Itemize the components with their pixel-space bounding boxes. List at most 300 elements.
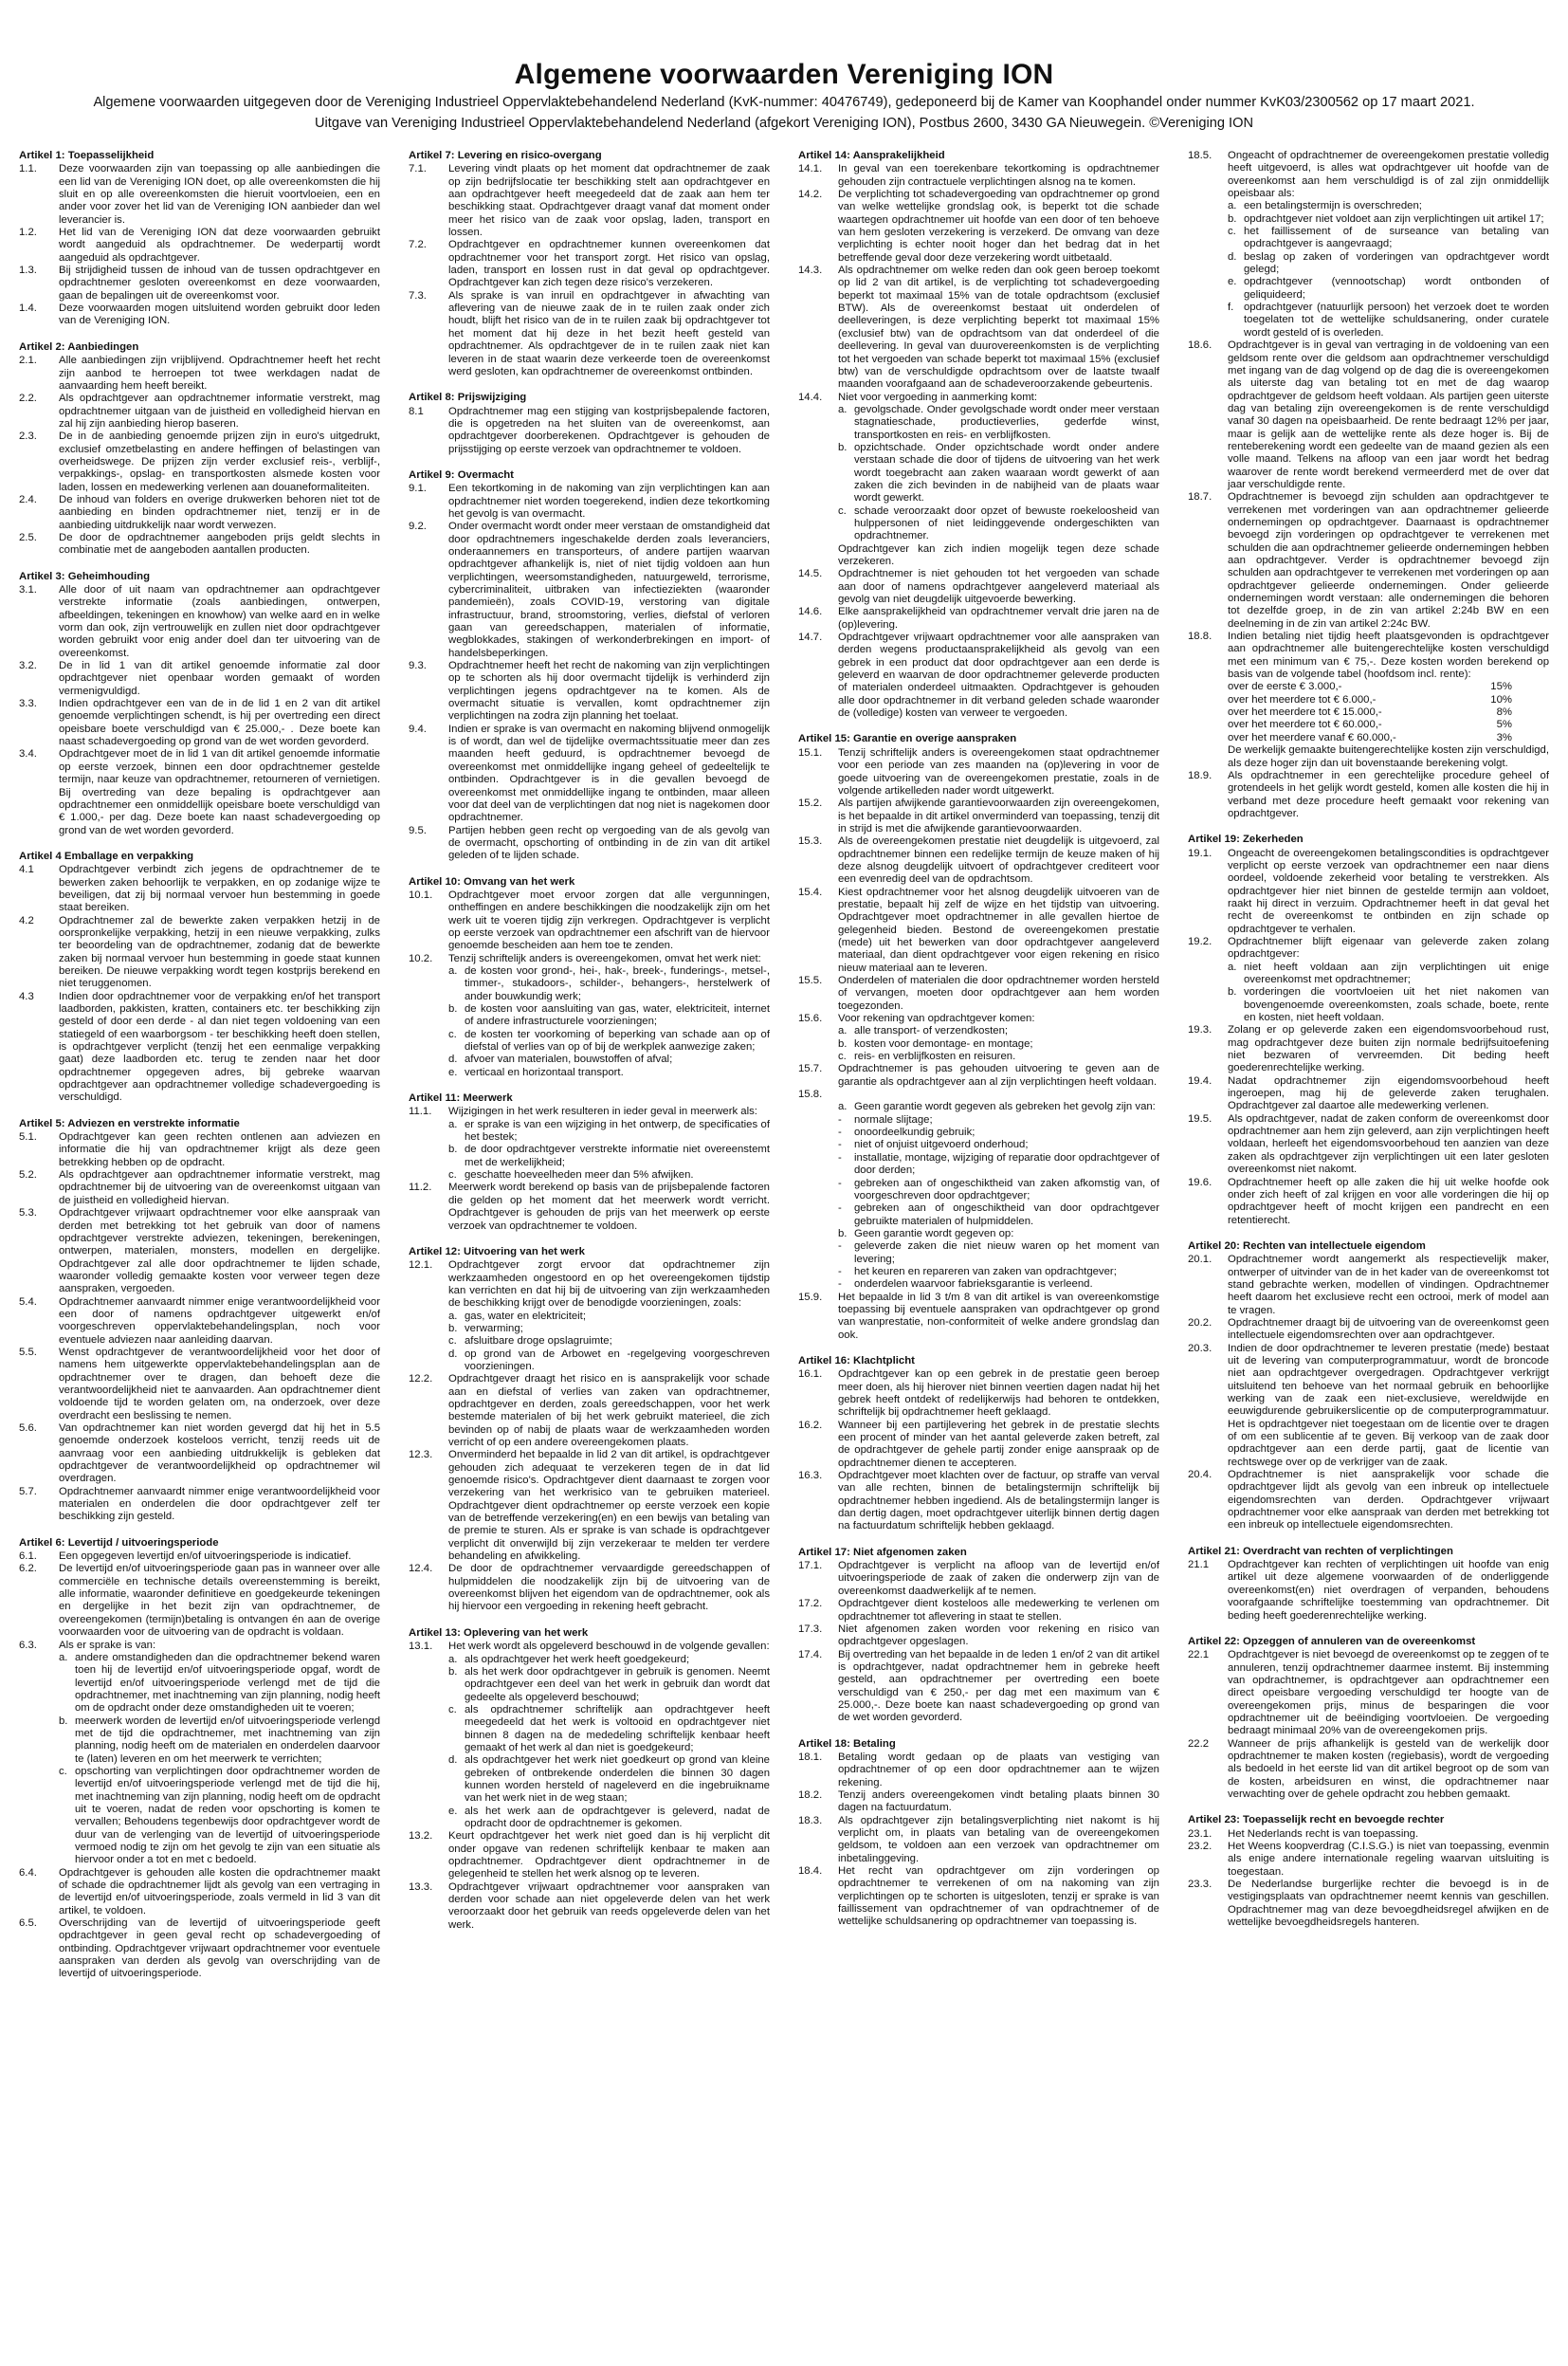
- sub-clause: [838, 1127, 1159, 1139]
- sub-clause-letter: c.: [448, 1703, 457, 1715]
- sub-clause-letter: b.: [448, 1003, 458, 1015]
- sub-clause-letter: c.: [59, 1765, 67, 1777]
- clause-number: 9.4.: [409, 723, 427, 735]
- clause-number: 19.6.: [1188, 1176, 1212, 1188]
- clause: [798, 392, 1159, 404]
- clause-number: 19.2.: [1188, 935, 1212, 947]
- sub-clause: [448, 1003, 770, 1029]
- article: [409, 876, 770, 1080]
- clause-text: Opdrachtgever dient kosteloos alle medewerking te verlenen om opdrachtnemer tot aflevering in staat te stellen.: [838, 1598, 1159, 1623]
- sub-clause-letter: -: [838, 1127, 842, 1139]
- clause-number: 18.4.: [798, 1865, 823, 1878]
- clause-number: 19.4.: [1188, 1074, 1212, 1087]
- clause: [409, 660, 770, 724]
- sub-clause: [838, 1152, 1159, 1178]
- clause: [798, 606, 1159, 632]
- table-row: [1228, 694, 1512, 706]
- clause: [409, 953, 770, 965]
- clause: [798, 835, 1159, 886]
- clause-number: 17.2.: [798, 1598, 823, 1610]
- clause-number: 20.3.: [1188, 1342, 1212, 1354]
- sub-clause-text: opdrachtgever (natuurlijk persoon) het verzoek doet te worden toegelaten tot de wettelijke schuldsanering, onder curatele wordt gesteld of is overleden.: [1244, 302, 1549, 339]
- clause-text: Overschrijding van de levertijd of uitvoeringsperiode geeft opdrachtgever in geen geval recht op schadevergoeding of ontbinding. Opdrachtgever vrijwaart opdrachtnemer voor eventuele aanspraken van derden als gevolg van overschrijding van de levertijd of uitvoeringsperiode.: [59, 1917, 380, 1980]
- sub-clause-text: vorderingen die voortvloeien uit het niet nakomen van bovengenoemde overeenkomsten, zoals schade, boete, rente en kosten, niet heeft voldaan.: [1244, 986, 1549, 1024]
- table-cell-bracket: over het meerdere tot € 6.000,-: [1228, 693, 1377, 706]
- sub-clause-text: andere omstandigheden dan die opdrachtnemer bekend waren toen hij de levertijd en/of uitvoeringsperiode opgaf, wordt de levertijd en/of uitvoeringsperiode verlengd met de tijd die opdrachtnemer, met inachtneming van zijn planning, nodig heeft om de opdracht onder deze omstandigheden uit te voeren;: [75, 1651, 380, 1715]
- clause-text: Wijzigingen in het werk resulteren in ieder geval in meerwerk als:: [448, 1106, 757, 1118]
- clause-text: Opdrachtgever is niet bevoegd de overeenkomst op te zeggen of te annuleren, tenzij opdrachtnemer daarmee instemt. Bij instemming van opdrachtnemer, is opdrachtgever aan opdrachtnemer een direct opeisbare vergoeding verschuldigd ter hoogte van de overeengekomen prijs, minus de besparingen die voor opdrachtnemer uit de beëindiging voortvloeien. De vergoeding bedraagt minimaal 20% van de overeengekomen prijs.: [1228, 1649, 1549, 1737]
- clause-number: 22.1: [1188, 1649, 1210, 1661]
- clause-number: 7.3.: [409, 289, 427, 302]
- clause-text: Elke aansprakelijkheid van opdrachtnemer vervalt drie jaren na de (op)levering.: [838, 606, 1159, 631]
- article: [409, 1627, 770, 1932]
- sub-clause-letter: c.: [448, 1028, 457, 1040]
- clause-text: Partijen hebben geen recht op vergoeding van de als gevolg van de overmacht, opschorting of ontbinding in de zin van dit artikel geleden of te lijden schade.: [448, 824, 770, 862]
- clause-text: Indien door opdrachtnemer voor de verpakking en/of het transport laadborden, pakkisten, kratten, containers etc. ter beschikking zijn gesteld of door een derde - al dan niet tegen voldoening van een statiegeld of een waarborgsom - ter beschikking heeft doen stellen, is opdrachtgever verplicht (tenzij het een eenmalige verpakking gaat) deze laadborden etc. terug te zenden naar het door opdrachtnemer opgegeven adres, bij gebreke waarvan opdrachtgever aan opdrachtnemer volledige schadevergoeding is verschuldigd.: [59, 990, 380, 1104]
- sub-clause-letter: a.: [448, 1653, 458, 1665]
- sub-clause-letter: a.: [448, 1310, 458, 1322]
- clause-number: 5.1.: [19, 1131, 37, 1144]
- clause-text: Bij overtreding van het bepaalde in de leden 1 en/of 2 van dit artikel is opdrachtgever, nadat opdrachtnemer hem in gebreke heeft gesteld, aan opdrachtnemer per overtreding een boete verschuldigd van € 250,- per dag met een maximum van € 25.000,-. Deze boete kan naast schadevergoeding op grond van de wet worden gevorderd.: [838, 1648, 1159, 1724]
- article-title: Artikel 14: Aansprakelijkheid: [798, 150, 945, 161]
- clause-number: 13.1.: [409, 1641, 433, 1653]
- clause-text: Tenzij schriftelijk anders is overeengekomen staat opdrachtnemer voor een periode van zes maanden na (op)levering in voor de goede uitvoering van de overeengekomen prestatie, zoals in de volgende artikelleden nader wordt uitgewerkt.: [838, 746, 1159, 797]
- article-title: Artikel 2: Aanbiedingen: [19, 340, 139, 353]
- clause: [1188, 1841, 1549, 1879]
- clause-number: 17.4.: [798, 1648, 823, 1660]
- sub-clause-text: geleverde zaken die niet nieuw waren op het moment van levering;: [854, 1240, 1159, 1265]
- clause-text: Opdrachtgever draagt het risico en is aansprakelijk voor schade aan en diefstal of verlies van zaken van opdrachtnemer, opdrachtgever en derden, zoals gereedschappen, voor het werk bestemde materialen of bij het werk gebruikt materieel, die zich bevinden op of nabij de plaats waar de werkzaamheden worden verricht of op een andere overeengekomen plaats.: [448, 1373, 770, 1448]
- clause-text: Opdrachtnemer wordt aangemerkt als respectievelijk maker, ontwerper of uitvinder van de in het kader van de overeenkomst tot stand gebrachte werken, modellen of vindingen. Opdrachtnemer heeft daarom het exclusieve recht een octrooi, merk of model aan te vragen.: [1228, 1254, 1549, 1316]
- sub-clause-text: niet of onjuist uitgevoerd onderhoud;: [854, 1139, 1029, 1151]
- clause-number: 14.1.: [798, 163, 823, 175]
- sub-clause: [1228, 213, 1549, 226]
- clause: [798, 1292, 1159, 1342]
- article: [19, 1118, 380, 1524]
- article: [798, 1738, 1159, 1929]
- clause: [1188, 1738, 1549, 1802]
- clause: [409, 163, 770, 239]
- clause: [19, 227, 380, 265]
- clause-number: 15.9.: [798, 1291, 823, 1303]
- clause: [1188, 339, 1549, 491]
- clause: [409, 483, 770, 521]
- sub-clause-text: gevolgschade. Onder gevolgschade wordt onder meer verstaan stagnatieschade, productieverlies, gederfde winst, transportkosten en reis- en verblijfkosten.: [854, 403, 1159, 441]
- sub-clause-letter: a.: [838, 1025, 848, 1037]
- clause: [1188, 770, 1549, 820]
- sub-clause-text: een betalingstermijn is overschreden;: [1244, 200, 1422, 212]
- sub-clause-letter: a.: [838, 1101, 848, 1113]
- sub-clause: [448, 1335, 770, 1348]
- sub-clause: [1228, 200, 1549, 212]
- clause-number: 15.1.: [798, 746, 823, 759]
- sub-clause-text: niet heeft voldaan aan zijn verplichtingen uit enige overeenkomst met opdrachtnemer;: [1244, 961, 1549, 985]
- clause: [798, 1089, 1159, 1101]
- sub-clause-letter: -: [838, 1202, 842, 1215]
- clause: [409, 1641, 770, 1653]
- table-cell-bracket: over het meerdere tot € 60.000,-: [1228, 719, 1382, 731]
- sub-clause: [838, 1051, 1159, 1063]
- clause: [798, 887, 1159, 975]
- clause-number: 19.1.: [1188, 847, 1212, 859]
- clause-text: Indien de door opdrachtnemer te leveren prestatie (mede) bestaat uit de levering van computerprogrammatuur, wordt de broncode niet aan opdrachtgever overgedragen. Opdrachtgever verkrijgt uitsluitend ten behoeve van het normaal gebruik en behoorlijke werking van de zaak een niet-exclusieve, wereldwijde en eeuwigdurende gebruikerslicentie op de computerprogrammatuur. Het is opdrachtgever niet toegestaan om de licentie over te dragen of om een sublicentie af te geven. Bij verkoop van de zaak door opdrachtgever aan een derde partij, gaat de licentie van rechtswege over op de verkrijger van de zaak.: [1228, 1342, 1549, 1468]
- clause-text: Opdrachtnemer is pas gehouden uitvoering te geven aan de garantie als opdrachtgever aan al zijn verplichtingen heeft voldaan.: [838, 1063, 1159, 1088]
- clause-number: 1.3.: [19, 265, 37, 277]
- clause-number: 1.4.: [19, 303, 37, 315]
- article-title: Artikel 3: Geheimhouding: [19, 570, 151, 582]
- clause-indent: [1188, 744, 1228, 770]
- clause-number: 13.3.: [409, 1880, 433, 1893]
- clause: [19, 393, 380, 431]
- sub-clause-text: gas, water en elektriciteit;: [465, 1310, 586, 1322]
- clause-text: Deze voorwaarden zijn van toepassing op alle aanbiedingen die een lid van de Vereniging ION doet, op alle overeenkomsten die hij sluit en op alle overeenkomsten die hieruit voortvloeien, een en ander voor zover het lid van de Vereniging ION aanbieder dan wel leverancier is.: [59, 163, 380, 226]
- clause: [1188, 848, 1549, 936]
- sub-clause-text: als het werk door opdrachtgever in gebruik is genomen. Neemt opdrachtgever een deel van het werk in gebruik dan wordt dat gedeelte als opgeleverd beschouwd;: [465, 1665, 770, 1703]
- sub-clause-text: reis- en verblijfkosten en reisuren.: [854, 1051, 1016, 1063]
- sub-clause: [448, 1806, 770, 1831]
- clause-number: 8.1: [409, 405, 424, 417]
- clause-text: Onderdelen of materialen die door opdrachtnemer worden hersteld of vervangen, moeten door opdrachtgever aan hem worden toegezonden.: [838, 975, 1159, 1012]
- sub-clause: [448, 1323, 770, 1335]
- clause: [798, 1598, 1159, 1623]
- clause-number: 17.1.: [798, 1560, 823, 1572]
- clause-number: 3.2.: [19, 660, 37, 672]
- clause-number: 2.4.: [19, 493, 37, 505]
- sub-clause: [838, 505, 1159, 543]
- clause-text: Opdrachtgever kan geen rechten ontlenen aan adviezen en informatie die hij van opdrachtnemer krijgt als deze geen betrekking hebben op de opdracht.: [59, 1131, 380, 1168]
- clause-text: Ongeacht de overeengekomen betalingscondities is opdrachtgever verplicht op eerste verzoek van opdrachtnemer een naar diens oordeel, voldoende zekerheid voor betaling te verstrekken. Als opdrachtgever hier niet binnen de gestelde termijn aan voldoet, raakt hij direct in verzuim. Opdrachtnemer heeft in dat geval het recht de overeenkomst te ontbinden en zijn schade op opdrachtgever te verhalen.: [1228, 847, 1549, 935]
- clause-text: Alle door of uit naam van opdrachtnemer aan opdrachtgever verstrekte informatie (zoals aanbiedingen, ontwerpen, afbeeldingen, tekeningen en knowhow) van welke aard en in welke vorm dan ook, zijn vertrouwelijk en zullen niet door opdrachtgever worden gebruikt voor enig ander doel dan ter uitvoering van de overeenkomst.: [59, 584, 380, 659]
- clause: [798, 1789, 1159, 1815]
- table-cell-rate: 15%: [1490, 681, 1512, 693]
- article: [1188, 1814, 1549, 1929]
- clause-text: Tenzij anders overeengekomen vindt betaling plaats binnen 30 dagen na factuurdatum.: [838, 1788, 1159, 1814]
- sub-clause: [838, 404, 1159, 442]
- clause: [798, 265, 1159, 391]
- clause-number: 7.2.: [409, 239, 427, 251]
- clause-number: 5.4.: [19, 1295, 37, 1308]
- clause-text: Opdrachtgever moet de in lid 1 van dit artikel genoemde informatie op eerste verzoek, binnen een door opdrachtnemer gestelde termijn, naar keuze van opdrachtnemer, retourneren of vernietigen. Bij overtreding van deze bepaling is opdrachtgever aan opdrachtnemer een onmiddellijk opeisbare boete verschuldigd van € 1.000,- per dag. Deze boete kan naast schadevergoeding op grond van de wet worden gevorderd.: [59, 748, 380, 836]
- sub-clause-text: als opdrachtnemer schriftelijk aan opdrachtgever heeft meegedeeld dat het werk is voltooid en opdrachtgever niet binnen 8 dagen na de mededeling schriftelijk kenbaar heeft gemaakt of het werk al dan niet is goedgekeurd;: [465, 1703, 770, 1753]
- clause: [1188, 1177, 1549, 1227]
- clause-number: 14.7.: [798, 632, 823, 644]
- clause-number: 15.4.: [798, 886, 823, 898]
- sub-clause-text: geschatte hoeveelheden meer dan 5% afwijken.: [465, 1169, 694, 1182]
- sub-clause: [59, 1652, 380, 1715]
- article-title: Artikel 21: Overdracht van rechten of verplichtingen: [1188, 1545, 1453, 1557]
- sub-clause-letter: c.: [448, 1169, 457, 1182]
- sub-clause: [448, 1754, 770, 1805]
- article: [1188, 834, 1549, 1227]
- clause-text: Ongeacht of opdrachtnemer de overeengekomen prestatie volledig heeft uitgevoerd, is alles wat opdrachtgever uit hoofde van de overeenkomst aan hem verschuldigd is of zal zijn onmiddellijk opeisbaar als:: [1228, 150, 1549, 200]
- clause-text: Opdrachtgever is verplicht na afloop van de levertijd en/of uitvoeringsperiode de zaak of zaken die onderwerp zijn van de overeenkomst daadwerkelijk af te nemen.: [838, 1560, 1159, 1597]
- clause: [798, 1013, 1159, 1025]
- clause-number: 12.1.: [409, 1259, 433, 1272]
- collection-cost-table: [1228, 681, 1512, 744]
- clause-number: 3.3.: [19, 698, 37, 710]
- sub-clause: [448, 1704, 770, 1754]
- article-title: Artikel 16: Klachtplicht: [798, 1354, 915, 1366]
- sub-clause-text: de kosten voor grond-, hei-, hak-, breek-, funderings-, metsel-, timmer-, stukadoors-, schilder-, behangers-, herstelwerk of ander bouwkundig werk;: [465, 964, 770, 1002]
- clause-text: Opdrachtgever kan zich indien mogelijk tegen deze schade verzekeren.: [838, 542, 1159, 567]
- clause-number: 15.8.: [798, 1089, 823, 1101]
- sub-clause-text: beslag op zaken of vorderingen van opdrachtgever wordt gelegd;: [1244, 250, 1549, 276]
- clause-text: Betaling wordt gedaan op de plaats van vestiging van opdrachtnemer of op een door opdrachtnemer aan te wijzen rekening.: [838, 1751, 1159, 1788]
- clause-number: 4.1: [19, 864, 34, 876]
- clause-number: 14.6.: [798, 606, 823, 618]
- table-cell-bracket: over het meerdere vanaf € 60.000,-: [1228, 731, 1396, 743]
- sub-clause-letter: a.: [1228, 200, 1237, 212]
- clause-text: Opdrachtgever zorgt ervoor dat opdrachtnemer zijn werkzaamheden ongestoord en op het overeengekomen tijdstip kan verrichten en dat hij bij de uitvoering van zijn werkzaamheden de beschikking krijgt over de benodigde voorzieningen, zoals:: [448, 1259, 770, 1310]
- sub-clause-letter: e.: [448, 1066, 458, 1078]
- clause-text: Opdrachtnemer aanvaardt nimmer enige verantwoordelijkheid voor een door of namens opdrachtgever uitgewerkt en/of voorgeschreven oppervlaktebehandelingsplan, noch voor eventuele adviezen naar aanleiding daarvan.: [59, 1295, 380, 1346]
- sub-clause: [448, 1654, 770, 1666]
- clause: [798, 1368, 1159, 1419]
- clause-number: 12.2.: [409, 1373, 433, 1385]
- clause-text: Als opdrachtnemer om welke reden dan ook geen beroep toekomt op lid 2 van dit artikel, is de verplichting tot schadevergoeding beperkt tot maximaal 15% van de totale opdrachtsom (exclusief BTW). Als de overeenkomst bestaat uit onderdelen of deelleveringen, is deze verplichting beperkt tot maximaal 15% (exclusief btw) van de opdrachtsom van dat onderdeel of die deellevering. In geval van duurovereenkomsten is de verplichting tot het vergoeden van schade beperkt tot maximaal 15% (exclusief btw) van de verschuldigde opdrachtsom over de laatste twaalf maanden voorafgaand aan de schadeveroorzakende gebeurtenis.: [838, 265, 1159, 391]
- clause: [19, 1917, 380, 1981]
- sub-clause-text: opzichtschade. Onder opzichtschade wordt onder andere verstaan schade die door of tijdens de uitvoering van het werk wordt toegebracht aan zaken waaraan wordt gewerkt of aan zaken die zich bevinden in de nabijheid van de plaats waar wordt gewerkt.: [854, 441, 1159, 504]
- sub-clause-letter: a.: [448, 1118, 458, 1130]
- clause-number: 5.2.: [19, 1169, 37, 1182]
- sub-clause-letter: c.: [838, 504, 847, 517]
- clause-number: 18.7.: [1188, 491, 1212, 504]
- clause: [1188, 1317, 1549, 1343]
- clause: [19, 1640, 380, 1652]
- clause-text: De door de opdrachtnemer vervaardigde gereedschappen of hulpmiddelen die noodzakelijk zijn bij de uitvoering van de overeenkomst blijven het eigendom van de opdrachtnemer, ook als hij hiervoor een vergoeding in rekening heeft gebracht.: [448, 1563, 770, 1613]
- sub-clause-text: als het werk aan de opdrachtgever is geleverd, nadat de opdracht door de opdrachtnemer is gekomen.: [465, 1805, 770, 1829]
- table-row: [1228, 732, 1512, 744]
- article: [798, 150, 1159, 720]
- clause: [798, 1752, 1159, 1789]
- clause-text: Opdrachtgever is gehouden alle kosten die opdrachtnemer maakt of schade die opdrachtnemer lijdt als gevolg van een vertraging in de levertijd en/of uitvoeringsperiode, zoals vermeld in lid 3 van dit artikel, te voldoen.: [59, 1866, 380, 1917]
- publisher-info: Uitgave van Vereniging Industrieel Oppervlaktebehandelend Nederland (afgekort Vereniging ION), Postbus 2600, 3430 GA Nieuwegein. ©Vereniging ION: [315, 116, 1253, 131]
- clause-text: Opdrachtgever vrijwaart opdrachtnemer voor aanspraken van derden voor schade aan niet opgeleverde delen van het werk veroorzaakt door het gebruik van reeds opgeleverde delen van het werk.: [448, 1880, 770, 1931]
- article: [1188, 1240, 1549, 1532]
- sub-clause-text: gebreken aan of ongeschiktheid van door opdrachtgever gebruikte materialen of hulpmiddelen.: [854, 1202, 1159, 1227]
- table-row: [1228, 681, 1512, 693]
- table-cell-bracket: over het meerdere tot € 15.000,-: [1228, 706, 1382, 719]
- clause-number: 16.1.: [798, 1368, 823, 1381]
- article: [1188, 1546, 1549, 1623]
- clause: [19, 163, 380, 227]
- article-title: Artikel 15: Garantie en overige aanspraken: [798, 733, 1017, 745]
- clause-text: Opdrachtgever moet ervoor zorgen dat alle vergunningen, ontheffingen en andere beschikkingen die noodzakelijk zijn om het werk uit te voeren tijdig zijn verkregen. Opdrachtgever is verplicht op eerste verzoek van opdrachtnemer een afschrift van de hiervoor genoemde bescheiden aan hem toe te zenden.: [448, 889, 770, 952]
- clause-number: 5.5.: [19, 1346, 37, 1358]
- clause: [1188, 1024, 1549, 1074]
- clause-number: 9.3.: [409, 660, 427, 672]
- clause: [798, 798, 1159, 835]
- clause-number: 14.3.: [798, 265, 823, 277]
- clause: [798, 632, 1159, 720]
- clause-number: 10.1.: [409, 889, 433, 901]
- sub-clause-text: gebreken aan of ongeschiktheid van zaken afkomstig van, of voorgeschreven door opdrachtgever;: [854, 1177, 1159, 1201]
- clause-text: Opdrachtnemer is niet aansprakelijk voor schade die opdrachtgever lijdt als gevolg van een inbreuk op intellectuele eigendomsrechten van derden. Opdrachtgever vrijwaart opdrachtnemer voor elke aanspraak van derden met betrekking tot een inbreuk op intellectuele eigendomsrechten.: [1228, 1469, 1549, 1531]
- article-title: Artikel 10: Omvang van het werk: [409, 875, 575, 888]
- clause-number: 7.1.: [409, 163, 427, 175]
- clause-number: 15.6.: [798, 1013, 823, 1025]
- table-cell-rate: 8%: [1496, 706, 1512, 719]
- clause-text: Een opgegeven levertijd en/of uitvoeringsperiode is indicatief.: [59, 1550, 352, 1563]
- clause: [19, 864, 380, 914]
- clause-text: Als de overeengekomen prestatie niet deugdelijk is uitgevoerd, zal opdrachtnemer binnen een redelijke termijn de keuze maken of hij deze alsnog deugdelijk uitvoert of opdrachtgever crediteert voor een evenredig deel van de opdrachtsom.: [838, 835, 1159, 886]
- sub-clause-text: afvoer van materialen, bouwstoffen of afval;: [465, 1054, 673, 1066]
- clause-number: 6.2.: [19, 1563, 37, 1575]
- article-title: Artikel 23: Toepasselijk recht en bevoegde rechter: [1188, 1814, 1445, 1826]
- clause-text: De verplichting tot schadevergoeding van opdrachtnemer op grond van welke wettelijke grondslag ook, is beperkt tot die schade waartegen opdrachtnemer uit hoofde van een door of ten behoeve van hem gesloten verzekering is verzekerd. De omvang van deze verplichting is echter nooit hoger dan het bedrag dat in het betreffende geval door deze verzekering wordt uitbetaald.: [838, 189, 1159, 264]
- clause-text: Alle aanbiedingen zijn vrijblijvend. Opdrachtnemer heeft het recht zijn aanbod te herroepen tot twee werkdagen nadat de aanvaarding hem heeft bereikt.: [59, 355, 380, 392]
- clause-number: 5.7.: [19, 1485, 37, 1497]
- clause: [19, 660, 380, 698]
- clause-number: 1.2.: [19, 227, 37, 239]
- clause-text: Opdrachtnemer heeft op alle zaken die hij uit welke hoofde ook onder zich heeft of zal krijgen en voor alle vorderingen die hij op opdrachtgever heeft of mocht krijgen een pandrecht en een retentierecht.: [1228, 1176, 1549, 1226]
- clause-text: Keurt opdrachtgever het werk niet goed dan is hij verplicht dit onder opgave van redenen schriftelijk kenbaar te maken aan opdrachtnemer. Opdrachtgever dient opdrachtnemer in de gelegenheid te stellen het werk alsnog op te leveren.: [448, 1830, 770, 1880]
- clause-number: 6.3.: [19, 1639, 37, 1651]
- clause-text: Wanneer bij een partijlevering het gebrek in de prestatie slechts een procent of minder van het aantal geleverde zaken betreft, zal de opdrachtgever de gehele partij zonder enige aanspraak op de opdrachtnemer dienen te accepteren.: [838, 1419, 1159, 1469]
- sub-clause: [448, 1169, 770, 1182]
- clause-text: Niet voor vergoeding in aanmerking komt:: [838, 391, 1037, 403]
- clause-number: 6.1.: [19, 1550, 37, 1563]
- column-4: [1188, 150, 1549, 2350]
- sub-clause-letter: c.: [448, 1335, 457, 1348]
- sub-clause-letter: d.: [448, 1754, 458, 1767]
- sub-clause-letter: d.: [448, 1054, 458, 1066]
- clause-number: 3.1.: [19, 584, 37, 596]
- clause-number: 15.3.: [798, 835, 823, 848]
- clause: [798, 1420, 1159, 1470]
- sub-clause-letter: e.: [1228, 276, 1237, 288]
- clause-text: Levering vindt plaats op het moment dat opdrachtnemer de zaak op zijn bedrijfslocatie ter beschikking stelt aan opdrachtgever en aan opdrachtgever heeft meegedeeld dat de zaak aan hem ter beschikking staat. Opdrachtgever draagt vanaf dat moment onder meer het risico van de zaak voor opslag, laden, transport en lossen.: [448, 163, 770, 239]
- clause: [409, 724, 770, 825]
- clause-number: 14.5.: [798, 568, 823, 580]
- clause-number: 18.1.: [798, 1751, 823, 1763]
- clause-text: De werkelijk gemaakte buitengerechtelijke kosten zijn verschuldigd, als deze hoger zijn dan uit bovenstaande berekening volgt.: [1228, 744, 1549, 769]
- sub-clause-letter: f.: [1228, 302, 1234, 314]
- clause: [798, 1560, 1159, 1598]
- clause-number: 20.2.: [1188, 1316, 1212, 1329]
- article-title: Artikel 22: Opzeggen of annuleren van de overeenkomst: [1188, 1635, 1476, 1647]
- clause-number: 9.5.: [409, 824, 427, 836]
- sub-clause-text: opdrachtgever niet voldoet aan zijn verplichtingen uit artikel 17;: [1244, 212, 1544, 225]
- clause: [798, 1865, 1159, 1929]
- sub-clause: [838, 1139, 1159, 1151]
- clause-number: 16.2.: [798, 1419, 823, 1431]
- clause: [19, 1486, 380, 1524]
- clause: [409, 1182, 770, 1232]
- article: [409, 392, 770, 456]
- clause-text: [838, 1089, 1159, 1101]
- sub-clause-text: er sprake is van een wijziging in het ontwerp, de specificaties of het bestek;: [465, 1118, 770, 1144]
- clause-text: Opdrachtnemer heeft het recht de nakoming van zijn verplichtingen op te schorten als hij door overmacht tijdelijk is verhinderd zijn verplichtingen jegens opdrachtgever na te komen. Als de overmacht situatie is vervallen, komt opdrachtnemer zijn verplichtingen na zodra zijn planning het toelaat.: [448, 660, 770, 723]
- clause-number: 19.3.: [1188, 1024, 1212, 1036]
- sub-clause: [838, 1114, 1159, 1127]
- clause: [19, 915, 380, 991]
- sub-clause-letter: -: [838, 1278, 842, 1291]
- clause: [19, 1563, 380, 1639]
- clause: [19, 532, 380, 558]
- article: [409, 150, 770, 378]
- sub-clause-text: onoordeelkundig gebruik;: [854, 1127, 975, 1139]
- clause-number: 17.3.: [798, 1623, 823, 1635]
- sub-clause-text: op grond van de Arbowet en -regelgeving voorgeschreven voorzieningen.: [465, 1348, 770, 1372]
- sub-clause-letter: a.: [838, 403, 848, 415]
- article-title: Artikel 12: Uitvoering van het werk: [409, 1245, 585, 1257]
- clause: [19, 1169, 380, 1207]
- clause-number: 18.6.: [1188, 339, 1212, 352]
- article: [798, 1355, 1159, 1533]
- article-title: Artikel 17: Niet afgenomen zaken: [798, 1546, 967, 1558]
- clause-number: 19.5.: [1188, 1112, 1212, 1125]
- clause-number: 18.2.: [798, 1788, 823, 1801]
- sub-clause: [1228, 276, 1549, 302]
- sub-clause-text: verticaal en horizontaal transport.: [465, 1066, 624, 1078]
- clause-number: 10.2.: [409, 952, 433, 964]
- article: [798, 733, 1159, 1342]
- clause: [19, 431, 380, 494]
- clause-number: 23.2.: [1188, 1841, 1212, 1852]
- clause-text: Voor rekening van opdrachtgever komen:: [838, 1013, 1035, 1025]
- clause-text: De Nederlandse burgerlijke rechter die bevoegd is in de vestigingsplaats van opdrachtnemer neemt kennis van geschillen. Opdrachtnemer mag van deze bevoegdheidsregel afwijken en de wettelijke bevoegdheidsregels hanteren.: [1228, 1879, 1549, 1929]
- clause-text: De inhoud van folders en overige drukwerken behoren niet tot de aanbieding en binden opdrachtnemer niet, tenzij er in de aanbieding uitdrukkelijk naar wordt verwezen.: [59, 493, 380, 531]
- article-title: Artikel 5: Adviezen en verstrekte informatie: [19, 1117, 240, 1129]
- clause-number: 4.2: [19, 914, 34, 926]
- clause-continuation: [1188, 744, 1549, 770]
- clause-number: 6.5.: [19, 1917, 37, 1930]
- sub-clause: [448, 1348, 770, 1374]
- sub-clause-text: de kosten ter voorkoming of beperking van schade aan op of diefstal of verlies van op of bij de werkplek aanwezige zaken;: [465, 1028, 770, 1054]
- clause: [19, 1422, 380, 1486]
- clause-text: Het lid van de Vereniging ION dat deze voorwaarden gebruikt wordt aangeduid als opdrachtnemer. De wederpartij wordt aangeduid als opdrachtgever.: [59, 227, 380, 264]
- clause: [19, 1207, 380, 1295]
- sub-clause-text: het keuren en repareren van zaken van opdrachtgever;: [854, 1265, 1117, 1277]
- clause-number: 2.1.: [19, 355, 37, 367]
- clause-text: Het Nederlands recht is van toepassing.: [1228, 1827, 1419, 1840]
- clause: [409, 1259, 770, 1310]
- clause-number: 15.5.: [798, 975, 823, 986]
- clause-number: 2.2.: [19, 393, 37, 405]
- clause-text: Het Weens koopverdrag (C.I.S.G.) is niet van toepassing, evenmin als enige andere internationale regeling waarvan uitsluiting is toegestaan.: [1228, 1841, 1549, 1878]
- sub-clause-letter: b.: [448, 1322, 458, 1334]
- sub-clause-text: kosten voor demontage- en montage;: [854, 1037, 1033, 1050]
- clause: [409, 890, 770, 953]
- clause-number: 15.2.: [798, 798, 823, 810]
- clause-text: In geval van een toerekenbare tekortkoming is opdrachtnemer gehouden zijn contractuele verplichtingen alsnog na te komen.: [838, 163, 1159, 188]
- sub-clause: [448, 1311, 770, 1323]
- clause: [409, 521, 770, 660]
- clause-number: 9.2.: [409, 521, 427, 533]
- clause-number: 21.1: [1188, 1559, 1210, 1571]
- clause-text: Opdrachtnemer aanvaardt nimmer enige verantwoordelijkheid voor materialen en onderdelen die door opdrachtgever zelf ter beschikking zijn gesteld.: [59, 1485, 380, 1523]
- clause-number: 16.3.: [798, 1470, 823, 1482]
- article: [19, 571, 380, 837]
- clause-text: Wenst opdrachtgever de verantwoordelijkheid voor het door of namens hem uitgewerkte oppervlaktebehandelingsplan aan de opdrachtnemer over te dragen, dan behoeft deze die verantwoordelijkheid niet te aanvaarden. Aan opdrachtnemer dient voldoende tijd te worden gelaten om, na onderzoek, over deze overdracht een beslissing te nemen.: [59, 1346, 380, 1421]
- sub-clause: [838, 442, 1159, 505]
- clause: [19, 1131, 380, 1169]
- clause-number: 14.4.: [798, 391, 823, 403]
- sub-clause-letter: -: [838, 1113, 842, 1126]
- clause: [19, 584, 380, 660]
- clause-number: 20.1.: [1188, 1254, 1212, 1266]
- clause: [409, 239, 770, 289]
- clause: [409, 1373, 770, 1449]
- clause-text: Opdrachtnemer mag een stijging van kostprijsbepalende factoren, die is opgetreden na het sluiten van de overeenkomst, aan opdrachtgever doorberekenen. Opdrachtgever is gehouden de prijsstijging op eerste verzoek van opdrachtnemer te voldoen.: [448, 405, 770, 455]
- clause: [409, 290, 770, 378]
- clause: [798, 1623, 1159, 1649]
- sub-clause-text: alle transport- of verzendkosten;: [854, 1025, 1009, 1037]
- clause: [1188, 631, 1549, 681]
- sub-clause-text: onderdelen waarvoor fabrieksgarantie is verleend.: [854, 1278, 1093, 1291]
- sub-clause: [838, 1240, 1159, 1266]
